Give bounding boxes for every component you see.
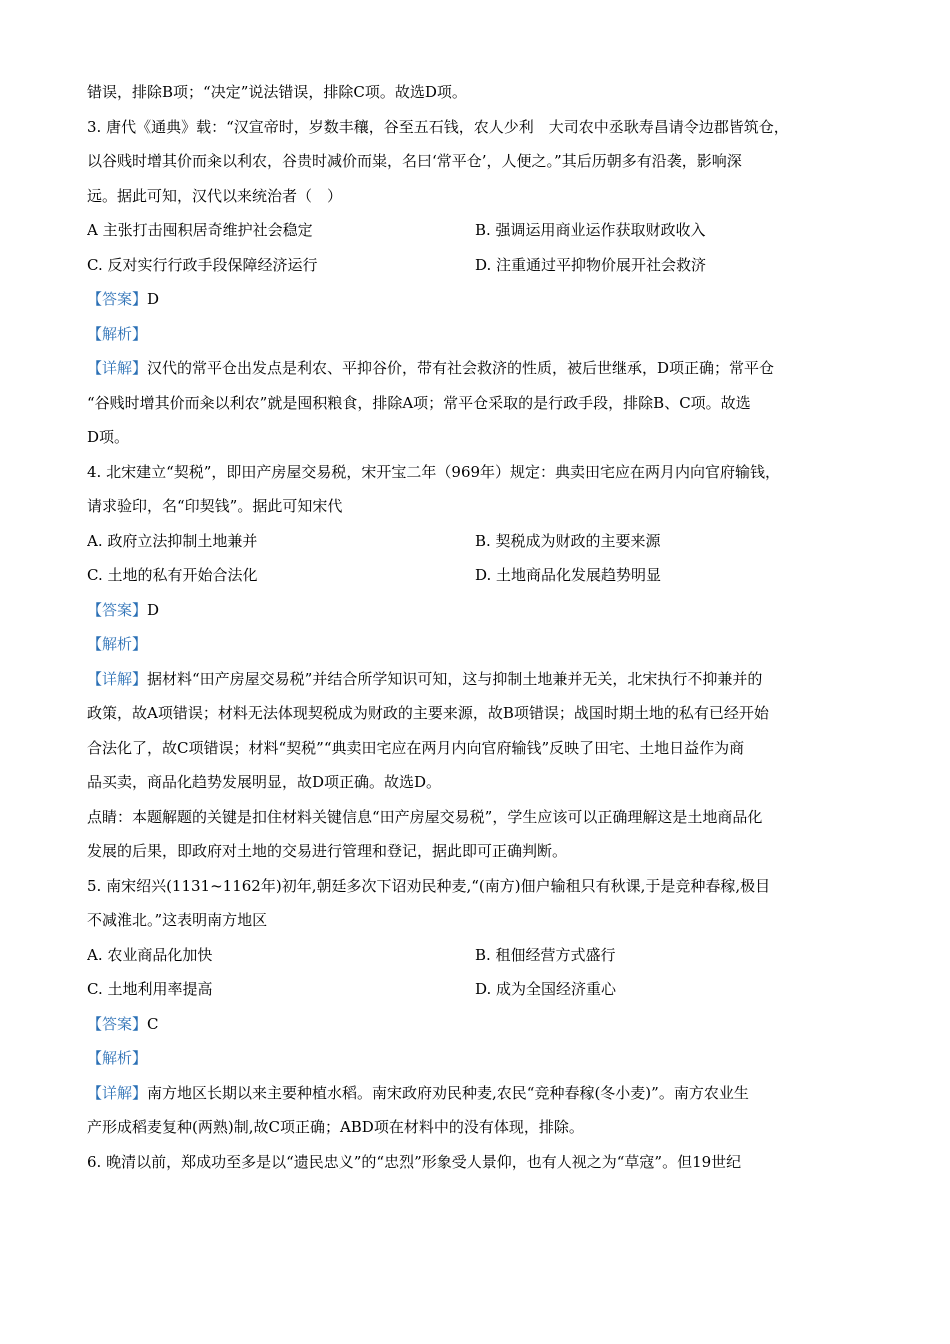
text-line: 发展的后果，即政府对土地的交易进行管理和登记，据此即可正确判断。: [87, 842, 568, 860]
line-text: D: [147, 290, 160, 308]
line-text: 南方地区长期以来主要种植水稻。南宋政府劝民种麦,农民“竞种春稼(冬小麦)”。南方农业生: [147, 1083, 749, 1102]
text-line: 产形成稻麦复种(两熟)制,故C项正确；ABD项在材料中的没有体现，排除。: [87, 1118, 584, 1136]
section-tag: 【答案】: [87, 600, 148, 619]
tagged-line: [87, 285, 865, 320]
text-line: 6. 晚清以前，郑成功至多是以“遗民忠义”的“忠烈”形象受人景仰，也有人视之为“草寇”。但19世纪: [87, 1152, 742, 1171]
detail-line: [87, 665, 865, 700]
option-row: [87, 941, 865, 976]
answer-option: D. 成为全国经济重心: [475, 980, 617, 998]
answer-option: A. 农业商品化加快: [87, 945, 213, 964]
answer-option: D. 注重通过平抑物价展开社会救济: [475, 255, 707, 274]
line-text: D: [147, 600, 160, 619]
tagged-line: [87, 1010, 865, 1045]
text-line: D项。: [87, 428, 130, 446]
detail-line: [87, 1079, 865, 1114]
option-row: [87, 527, 865, 562]
text-line: 请求验印，名“印契钱”。据此可知宋代: [87, 497, 343, 515]
section-tag: 【解析】: [87, 1049, 148, 1067]
text-line: 3. 唐代《通典》载：“汉宣帝时，岁数丰穰，谷至五石钱，农人少利 大司农中丞耿寿昌请令边郡皆筑仓，: [87, 117, 789, 136]
section-tag: 【解析】: [87, 324, 148, 343]
section-tag: 【答案】: [87, 290, 148, 308]
section-tag: 【详解】: [87, 1083, 148, 1102]
section-tag: 【解析】: [87, 635, 148, 653]
answer-option: A 主张打击囤积居奇维护社会稳定: [87, 221, 313, 239]
text-line: 4. 北宋建立“契税”，即田产房屋交易税，宋开宝二年（969年）规定：典卖田宅应在两月内向官府输钱，: [87, 462, 781, 481]
answer-option: A. 政府立法抑制土地兼并: [87, 531, 258, 550]
text-line: 品买卖，商品化趋势发展明显，故D项正确。故选D。: [87, 773, 442, 791]
text-line: 错误，排除B项；“决定”说法错误，排除C项。故选D项。: [87, 83, 467, 101]
answer-option: C. 反对实行行政手段保障经济运行: [87, 255, 318, 274]
text-line: “谷贱时增其价而籴以利农”就是囤积粮食，排除A项；常平仓采取的是行政手段，排除B、C项。故选: [87, 393, 751, 412]
text-line: 5. 南宋绍兴(1131~1162年)初年,朝廷多次下诏劝民种麦,“(南方)佃户输租只有秋课,于是竞种春稼,极目: [87, 876, 771, 895]
option-row: [87, 251, 865, 286]
answer-option: B. 强调运用商业运作获取财政收入: [475, 221, 706, 239]
text-line: 不减淮北。”这表明南方地区: [87, 911, 268, 929]
line-text: 据材料“田产房屋交易税”并结合所学知识可知，这与抑制土地兼并无关，北宋执行不抑兼并的: [147, 669, 763, 688]
tagged-line: [87, 1044, 865, 1079]
option-row: [87, 561, 865, 596]
text-line: 合法化了，故C项错误；材料“契税”“典卖田宅应在两月内向官府输钱”反映了田宅、土地日益作为商: [87, 738, 745, 757]
text-line: 政策，故A项错误；材料无法体现契税成为财政的主要来源，故B项错误；战国时期土地的私有已经开始: [87, 704, 769, 722]
text-line: 点睛：本题解题的关键是扣住材料关键信息“田产房屋交易税”，学生应该可以正确理解这是土地商品化: [87, 807, 763, 826]
tagged-line: [87, 320, 865, 355]
line-text: 汉代的常平仓出发点是利农、平抑谷价，带有社会救济的性质，被后世继承，D项正确；常平仓: [147, 359, 775, 377]
text-line: 远。据此可知，汉代以来统治者（ ）: [87, 186, 343, 205]
tagged-line: [87, 630, 865, 665]
tagged-line: [87, 596, 865, 631]
answer-option: B. 契税成为财政的主要来源: [475, 531, 661, 550]
text-line: 以谷贱时增其价而籴以利农，谷贵时减价而粜，名曰‘常平仓’，人便之。”其后历朝多有沿袭，影响深: [87, 152, 742, 170]
section-tag: 【详解】: [87, 669, 148, 688]
answer-option: C. 土地利用率提高: [87, 980, 213, 998]
line-text: C: [147, 1014, 159, 1033]
option-row: [87, 975, 865, 1010]
answer-option: B. 租佃经营方式盛行: [475, 945, 616, 964]
document-body: [87, 78, 865, 1182]
section-tag: 【详解】: [87, 359, 148, 377]
detail-line: [87, 354, 865, 389]
answer-option: D. 土地商品化发展趋势明显: [475, 566, 662, 584]
section-tag: 【答案】: [87, 1014, 148, 1033]
option-row: [87, 216, 865, 251]
answer-option: C. 土地的私有开始合法化: [87, 566, 258, 584]
